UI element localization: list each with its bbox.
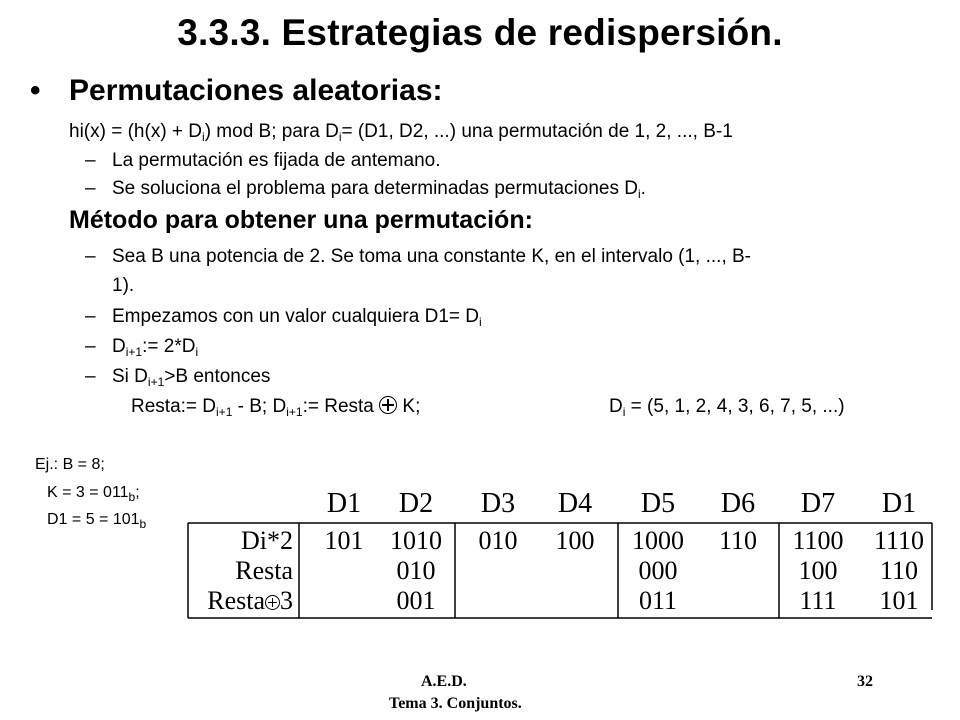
column-header: D5: [640, 488, 676, 519]
row-label-resta-xor: Resta 3: [207, 586, 293, 615]
table-cell: 1000: [632, 526, 684, 555]
column-header: D6: [720, 488, 756, 519]
table-cell: 110: [718, 526, 758, 555]
column-header: D3: [480, 488, 516, 519]
page-number: 32: [857, 673, 873, 690]
heading-metodo: Método para obtener una permutación:: [69, 206, 533, 234]
example-d1: $D1 = 5 = 101_b$: [47, 511, 147, 531]
list-item: Sea B una potencia de 2. Se toma una constante K, en el intervalo (1, ..., B-: [112, 246, 752, 267]
dash-marker: –: [85, 366, 96, 387]
row-label-resta: Resta: [235, 556, 293, 585]
dash-marker: –: [85, 246, 96, 267]
column-header: D4: [557, 488, 593, 519]
slide-title: 3.3.3. Estrategias de redispersión.: [177, 12, 783, 53]
table-cell: 1110: [873, 526, 925, 555]
dash-marker: –: [85, 336, 96, 357]
dash-marker: –: [85, 306, 96, 327]
example-b: Ej.: B = 8;: [35, 456, 105, 473]
list-item-continuation: 1).: [112, 275, 135, 296]
list-item: $D_{i+1}:= 2*D_i$: [112, 336, 199, 359]
table-cell: 111: [799, 586, 837, 615]
list-item: Empezamos con un valor cualquiera $D1= D_i$: [112, 306, 482, 329]
footer-topic: Tema 3. Conjuntos.: [389, 695, 522, 712]
heading-permutaciones: Permutaciones aleatorias:: [69, 74, 443, 107]
table-cell: 101: [879, 586, 919, 615]
table-cell: 101: [324, 526, 364, 555]
list-item: Si $D_{i+1}>B$ entonces: [112, 366, 271, 389]
table-cell: 1100: [792, 526, 844, 555]
dash-marker: –: [85, 178, 96, 199]
dash-marker: –: [85, 150, 96, 171]
row-label-di2: Di*2: [241, 526, 293, 555]
table-cell: 010: [478, 526, 518, 555]
list-item: La permutación es fijada de antemano.: [112, 150, 441, 171]
table-cell: 100: [798, 556, 838, 585]
formula-line: $hi(x) = (h(x) + D_i)$ mod B; para $D_i= (D1$, D2, ...) una permutación de 1, 2, ..., B-1: [69, 121, 733, 144]
column-header: D2: [398, 488, 434, 519]
table-cell: 000: [638, 556, 678, 585]
column-header: D1: [326, 488, 362, 519]
table-cell: 010: [396, 556, 436, 585]
bullet-marker: •: [30, 74, 41, 107]
resta-formula: Resta:= $D_{i+1}$ - B; $D_{i+1}:=$ Resta K;: [131, 396, 421, 419]
list-item: Se soluciona el problema para determinadas permutaciones $D_i$.: [112, 178, 646, 201]
xor-icon: [265, 595, 280, 610]
table-cell: 110: [879, 556, 919, 585]
table-cell: 100: [555, 526, 595, 555]
table-cell: 011: [638, 586, 678, 615]
di-sequence: $D_i = (5$, 1, 2, 4, 3, 6, 7, 5, ...): [609, 396, 845, 419]
column-header: D1: [881, 488, 917, 519]
column-header: D7: [800, 488, 836, 519]
table-cell: 001: [396, 586, 436, 615]
footer-course: A.E.D.: [421, 673, 467, 690]
table-cell: 1010: [390, 526, 442, 555]
example-k: $K = 3 = 011_b$;: [47, 484, 140, 504]
